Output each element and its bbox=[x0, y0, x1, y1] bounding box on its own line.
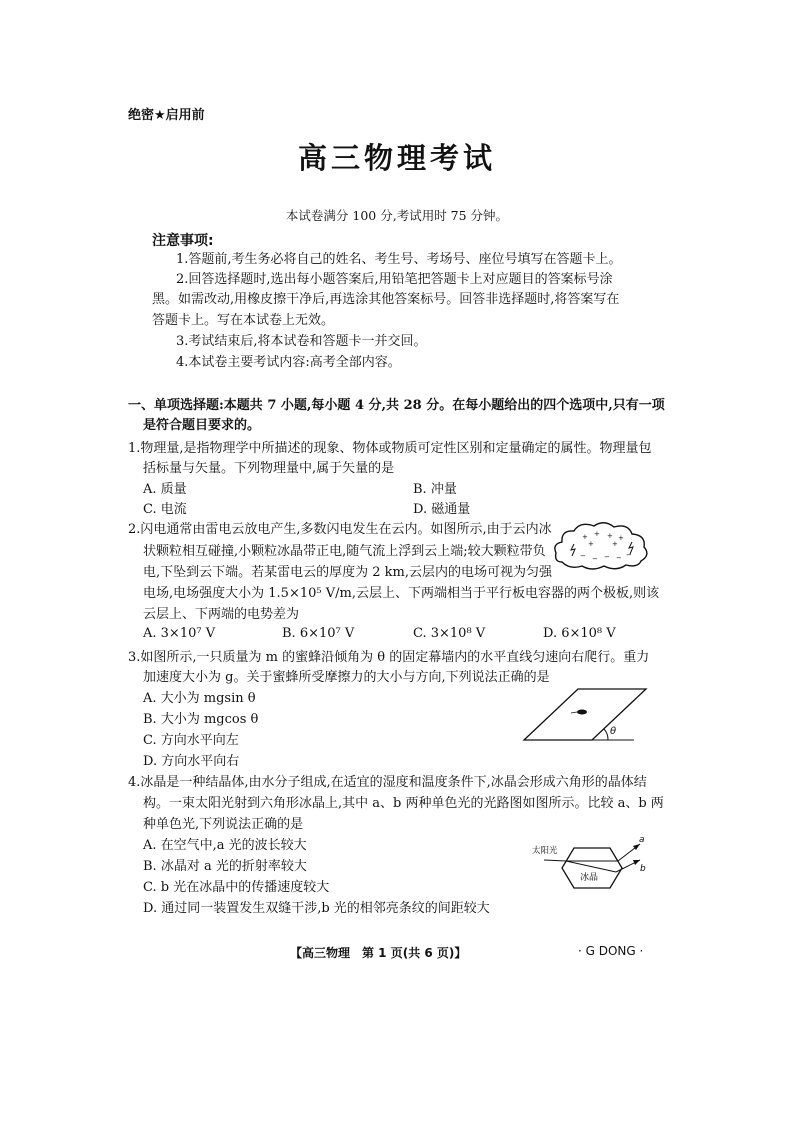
svg-text:+: + bbox=[582, 533, 588, 541]
ice-crystal-figure bbox=[528, 830, 650, 892]
q1-stem: 1.物理量,是指物理学中所描述的现象、物体或物质可定性区别和定量确定的属性。物理量包 bbox=[128, 441, 652, 456]
theta-label: θ bbox=[610, 726, 617, 737]
svg-text:+: + bbox=[588, 540, 594, 548]
q2-option-b: B. 6×10⁷ V bbox=[282, 626, 355, 641]
q2-option-d: D. 6×10⁸ V bbox=[543, 626, 616, 641]
q2-option-a: A. 3×10⁷ V bbox=[143, 626, 216, 641]
svg-text:+: + bbox=[594, 530, 600, 538]
section-heading-cont: 是符合题目要求的。 bbox=[143, 418, 261, 433]
svg-text:−: − bbox=[626, 551, 632, 559]
svg-text:−: − bbox=[616, 554, 622, 562]
footer-code: · G DONG · bbox=[578, 944, 644, 958]
q4-option-a: A. 在空气中,a 光的波长较大 bbox=[143, 838, 307, 853]
notice-line: 2.回答选择题时,选出每小题答案后,用铅笔把答题卡上对应题目的答案标号涂 bbox=[176, 272, 613, 287]
q4-stem: 构。一束太阳光射到六角形冰晶上,其中 a、b 两种单色光的光路图如图所示。比较 a、b 两 bbox=[143, 796, 664, 811]
q4-option-b: B. 冰晶对 a 光的折射率较大 bbox=[143, 859, 307, 874]
svg-text:+: + bbox=[607, 532, 613, 540]
thundercloud-figure bbox=[552, 518, 652, 574]
q2-option-c: C. 3×10⁸ V bbox=[413, 626, 486, 641]
svg-text:−: − bbox=[592, 555, 598, 563]
q2-stem: 电场,电场强度大小为 1.5×10⁵ V/m,云层上、下两端相当于平行板电容器的两个极板,则该 bbox=[143, 586, 660, 601]
svg-text:−: − bbox=[604, 553, 610, 561]
q2-stem: 电,下坠到云下端。若某雷电云的厚度为 2 km,云层内的电场可视为匀强 bbox=[143, 565, 553, 580]
q1-option-d: D. 磁通量 bbox=[413, 502, 471, 517]
q1-option-b: B. 冲量 bbox=[413, 482, 457, 497]
q4-stem: 种单色光,下列说法正确的是 bbox=[143, 817, 304, 832]
q3-option-a: A. 大小为 mgsin θ bbox=[143, 691, 256, 706]
q2-stem: 云层上、下两端的电势差为 bbox=[143, 607, 300, 622]
q1-stem: 括标量与矢量。下列物理量中,属于矢量的是 bbox=[143, 461, 395, 476]
incline-wall-figure bbox=[522, 686, 648, 744]
q4-option-d: D. 通过同一装置发生双缝干涉,b 光的相邻亮条纹的间距较大 bbox=[143, 901, 490, 916]
page-footer: 【高三物理 第 1 页(共 6 页)】 bbox=[290, 946, 467, 960]
notice-line: 答题卡上。写在本试卷上无效。 bbox=[152, 313, 335, 328]
ray-b-label: b bbox=[640, 864, 646, 874]
ray-a-label: a bbox=[639, 835, 645, 845]
notice-line: 3.考试结束后,将本试卷和答题卡一并交回。 bbox=[176, 334, 427, 349]
q1-option-a: A. 质量 bbox=[143, 482, 187, 497]
notice-line: 1.答题前,考生务必将自己的姓名、考生号、考场号、座位号填写在答题卡上。 bbox=[176, 252, 622, 267]
q4-stem: 4.冰晶是一种结晶体,由水分子组成,在适宜的湿度和温度条件下,冰晶会形成六角形的晶体结 bbox=[128, 775, 647, 790]
q4-option-c: C. b 光在冰晶中的传播速度较大 bbox=[143, 880, 330, 895]
q3-option-c: C. 方向水平向左 bbox=[143, 733, 239, 748]
confidential-label: 绝密★启用前 bbox=[128, 108, 205, 123]
q3-stem: 加速度大小为 g。关于蜜蜂所受摩擦力的大小与方向,下列说法正确的是 bbox=[143, 670, 550, 685]
ice-crystal-label: 冰晶 bbox=[580, 873, 599, 883]
q3-option-b: B. 大小为 mgcos θ bbox=[143, 712, 259, 727]
svg-text:+: + bbox=[612, 540, 618, 548]
q3-option-d: D. 方向水平向右 bbox=[143, 754, 240, 769]
exam-subtitle: 本试卷满分 100 分,考试用时 75 分钟。 bbox=[285, 208, 509, 223]
svg-text:+: + bbox=[618, 534, 624, 542]
svg-text:−: − bbox=[580, 552, 586, 560]
section-heading: 一、单项选择题:本题共 7 小题,每小题 4 分,共 28 分。在每小题给出的四个选项中,只有一项 bbox=[128, 398, 665, 413]
q1-option-c: C. 电流 bbox=[143, 502, 187, 517]
notice-heading: 注意事项: bbox=[152, 233, 214, 249]
sunlight-label: 太阳光 bbox=[532, 846, 558, 856]
notice-line: 黑。如需改动,用橡皮擦干净后,再选涂其他答案标号。回答非选择题时,将答案写在 bbox=[152, 292, 620, 307]
notice-line: 4.本试卷主要考试内容:高考全部内容。 bbox=[176, 355, 401, 370]
q3-stem: 3.如图所示,一只质量为 m 的蜜蜂沿倾角为 θ 的固定幕墙内的水平直线匀速向右爬行。重力 bbox=[128, 650, 650, 665]
exam-title: 高三物理考试 bbox=[297, 141, 496, 175]
q2-stem: 2.闪电通常由雷电云放电产生,多数闪电发生在云内。如图所示,由于云内冰 bbox=[128, 522, 552, 537]
q2-stem: 状颗粒相互碰撞,小颗粒冰晶带正电,随气流上浮到云上端;较大颗粒带负 bbox=[143, 544, 546, 559]
